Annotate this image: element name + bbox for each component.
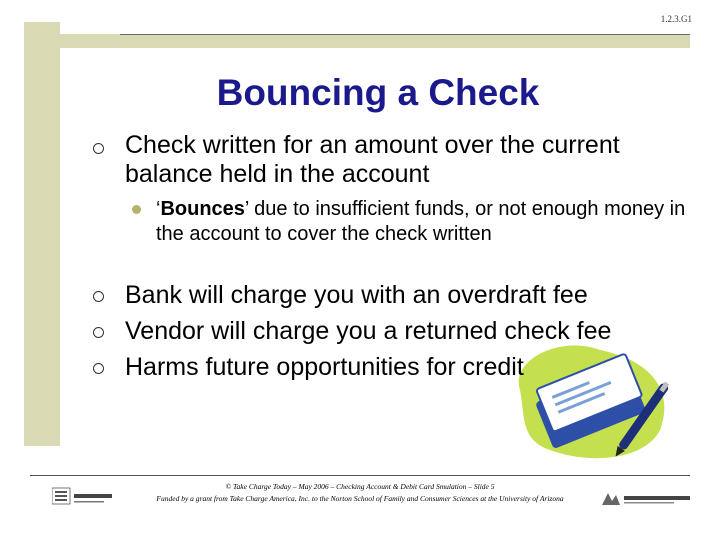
slide-code: 1.2.3.G1 [660, 14, 692, 24]
bullet-1: Check written for an amount over the current balance held in the account [125, 131, 620, 188]
bullet-3: Vendor will charge you a returned check fee [125, 317, 612, 345]
bullet-ring-icon [93, 363, 104, 374]
decorative-top-line [120, 34, 690, 35]
footer-text [120, 481, 600, 505]
sub-bullet-rest: due to insufficient funds, or not enough money in the account to cover the check written [156, 198, 686, 245]
decorative-top-bar [60, 34, 690, 48]
sub-bullet [156, 197, 686, 247]
bullet-4: Harms future opportunities for credit [125, 353, 524, 381]
footer-line-2: Funded by a grant from Take Charge America, Inc. to the Norton School of Family and Consumer Sciences at the University of Arizona [156, 494, 564, 503]
bullet-ring-icon [93, 143, 104, 154]
footer-divider [30, 475, 690, 476]
sub-bullet-dot-icon [132, 205, 141, 214]
take-charge-america-logo-icon [600, 489, 692, 509]
sub-bullet-open-quote: ‘ [156, 198, 161, 220]
slide-title: Bouncing a Check [216, 72, 540, 113]
institute-logo-icon [52, 486, 114, 506]
bullet-ring-icon [93, 327, 104, 338]
bullet-2: Bank will charge you with an overdraft fee [125, 281, 588, 309]
footer-line-1: © Take Charge Today – May 2006 – Checking Account & Debit Card Smulation – Slide 5 [225, 482, 495, 491]
sub-bullet-close-quote: ’ [244, 198, 249, 220]
sub-bullet-bold: Bounces [160, 198, 245, 220]
bullet-ring-icon [93, 291, 104, 302]
checkbook-pen-icon [500, 330, 680, 465]
